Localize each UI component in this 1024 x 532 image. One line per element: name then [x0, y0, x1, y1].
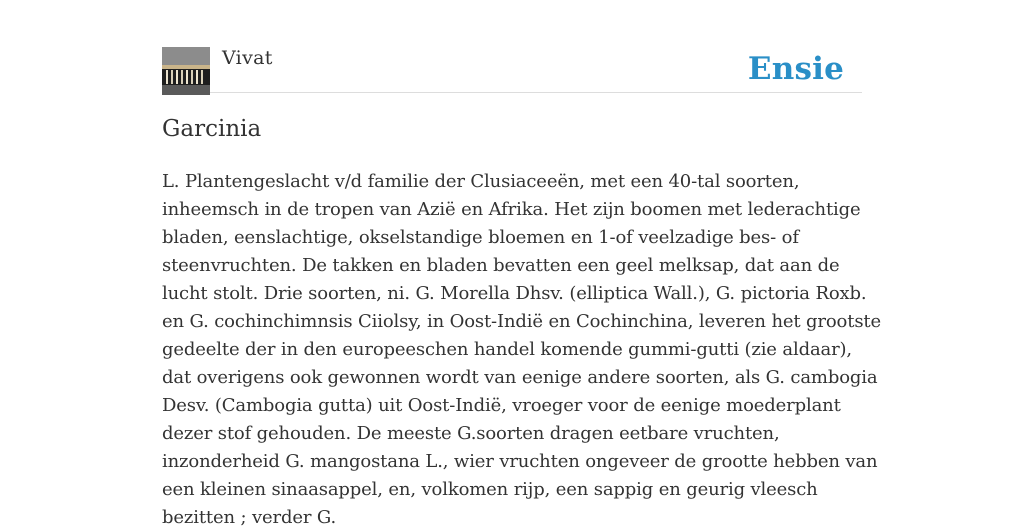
site-header	[162, 46, 862, 93]
brand-logo[interactable]: Ensie	[747, 51, 844, 87]
page-title: Garcinia	[162, 116, 262, 142]
source-avatar[interactable]	[162, 47, 210, 95]
source-name[interactable]: Vivat	[222, 47, 273, 69]
bookshelf-icon	[162, 47, 210, 95]
article-body: L. Plantengeslacht v/d familie der Clusiaceeën, met een 40-tal soorten, inheemsch in de tropen van Azië en Afrika. Het zijn boomen met lederachtige bladen, eenslachtige, okselstandige bloemen en 1-of veelzadige bes- of steenvruchten. De takken en bladen bevatten een geel melksap, dat aan de lucht stolt. Drie soorten, ni. G. Morella Dhsv. (elliptica Wall.), G. pictoria Roxb. en G. cochinchimnsis Ciiolsy, in Oost-Indië en Cochinchina, leveren het grootste gedeelte der in den europeeschen handel komende gummi-gutti (zie aldaar), dat overigens ook gewonnen wordt van eenige andere soorten, als G. cambogia Desv. (Cambogia gutta) uit Oost-Indië, vroeger voor de eenige moederplant dezer stof gehouden. De meeste G.soorten dragen eetbare vruchten, inzonderheid G. mangostana L., wier vruchten ongeveer de grootte hebben van een kleinen sinaasappel, en, volkomen rijp, een sappig en geurig vleesch bezitten ; verder G.	[162, 171, 882, 528]
